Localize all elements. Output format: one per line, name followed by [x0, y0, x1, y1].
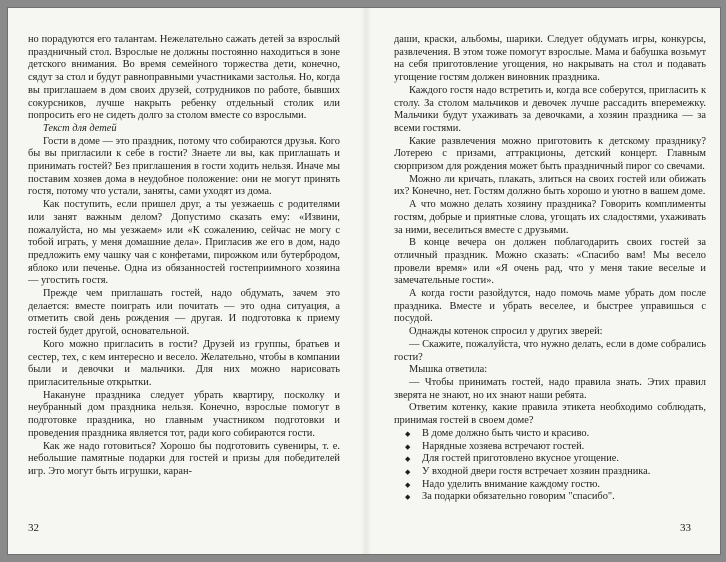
paragraph: Можно ли кричать, плакать, злиться на своих гостей или обижать их? Конечно, нет. Гостям должно быть хорошо и уютно в вашем доме.: [394, 173, 706, 198]
paragraph: — Скажите, пожалуйста, что нужно делать, если в доме собрались гости?: [394, 338, 706, 363]
paragraph: Однажды котенок спросил у других зверей:: [409, 326, 603, 338]
paragraph: Каждого гостя надо встретить и, когда все соберутся, пригласить к столу. За столом мальчиков и девочек лучше рассадить вперемежку. Мальчики будут ухаживать за девочками, а хозяин праздника — за всеми гостями.: [394, 84, 706, 134]
list-item: ◆ Надо уделить внимание каждому гостю.: [394, 479, 706, 492]
paragraph: — Чтобы принимать гостей, надо правила знать. Этих правил зверята не знают, но их знают наши ребята.: [394, 376, 706, 401]
paragraph: Какие развлечения можно приготовить к детскому празднику? Лотерею с призами, аттракционы, детский концерт. Главным сюрпризом для рождения может быть праздничный пирог со свечами.: [394, 135, 706, 173]
page-number-right: 33: [680, 522, 691, 534]
left-page: [28, 34, 340, 534]
list-item: ◆ В доме должно быть чисто и красиво.: [394, 428, 706, 441]
list-item: ◆ У входной двери гостя встречает хозяин праздника.: [394, 466, 706, 479]
paragraph: А когда гости разойдутся, надо помочь маме убрать дом после праздника. Вместе и убрать веселее, и быстрее управишься с посудой.: [394, 288, 706, 325]
paragraph: Как поступить, если пришел друг, а ты уезжаешь с родителями или занят важным делом? Допустимо сказать ему: «Извини, пожалуйста, но мы уезжаем» или «К сожалению, сейчас не могу с тобой играть, у меня домашние дела». Пригласив же его в дом, надо предложить ему чашку чая с конфетами, пирожком или бутербродом, яблоко или печенье. Одна из обязанностей гостеприимного хозяина — угостить гостя.: [28, 199, 340, 287]
paragraph: Кого можно пригласить в гости? Друзей из группы, братьев и сестер, тех, с кем интересно и весело. Желательно, чтобы в компании были и девочки и мальчики. Для них можно нарисовать пригласительные открытки.: [28, 338, 340, 388]
book-spread: [8, 8, 720, 554]
page-number-left: 32: [28, 522, 39, 534]
list-item: ◆ Нарядные хозяева встречают гостей.: [394, 441, 706, 454]
section-heading: Текст для детей: [43, 122, 117, 134]
rules-list: [394, 428, 706, 504]
paragraph: Мышка ответила:: [409, 364, 488, 376]
right-page: [394, 34, 706, 534]
list-item: ◆ За подарки обязательно говорим "спасибо".: [394, 491, 706, 504]
paragraph: Накануне праздника следует убрать квартиру, посколку и неубранный дом праздника нельзя. Конечно, взрослые помогут в подготовке праздника, но главным участником подготовки и проведения праздника является тот, ради кого собираются гости.: [28, 389, 340, 439]
paragraph: Прежде чем приглашать гостей, надо обдумать, зачем это делается: вместе поиграть или почитать — это одна ситуация, а отметить свой день рождения — другая. И подготовка к приему гостей будет другой, основательной.: [28, 288, 340, 338]
paragraph: А что можно делать хозяину праздника? Говорить комплименты гостям, добрые и приятные слова, угощать их сладостями, ухаживать за ними, веселиться вместе с друзьями.: [394, 199, 706, 236]
paragraph: даши, краски, альбомы, шарики. Следует обдумать игры, конкурсы, развлечения. В этом тоже помогут взрослые. Мама и бабушка возьмут на себя приготовление угощения, но накрывать на стол и подавать угощение гостям должен виновник праздника.: [394, 34, 706, 84]
paragraph: В конце вечера он должен поблагодарить своих гостей за отличный праздник. Можно сказать: «Спасибо вам! Мы весело провели время» или «Я очень рад, что у меня такие веселые и замечательные гости».: [394, 237, 706, 287]
paragraph: Как же надо готовиться? Хорошо бы подготовить сувениры, т. е. небольшие памятные подарки для гостей и призы для победителей игр. Это могут быть игрушки, каран-: [28, 440, 340, 477]
paragraph: Ответим котенку, какие правила этикета необходимо соблюдать, принимая гостей в своем доме?: [394, 402, 706, 427]
paragraph: Гости в доме — это праздник, потому что собираются друзья. Кого бы вы пригласили к себе в гости? Знаете ли вы, как приглашать и принимать гостей? Без приглашения в гости ходить нельзя. Иначе мы поставим хозяев дома в неудобное положение: они не могут принять гостя, потому что устали, заняты, сами уходят из дома.: [28, 135, 340, 198]
list-item: ◆ Для гостей приготовлено вкусное угощение.: [394, 453, 706, 466]
book-gutter: [361, 8, 371, 554]
paragraph: но порадуются его талантам. Нежелательно сажать детей за взрослый праздничный стол. Взрослые не должны постоянно находиться в зоне детского внимания. Во время семейного торжества дети, конечно, сядут за стол и будут равноправными участниками застолья. Но, когда вы приглашаем в дом своих друзей, сотрудников по работе, бывших сокурсников, лучше накрыть ребенку отдельный столик или попросить его не сидеть долго за столом вместе со взрослыми.: [28, 34, 340, 122]
